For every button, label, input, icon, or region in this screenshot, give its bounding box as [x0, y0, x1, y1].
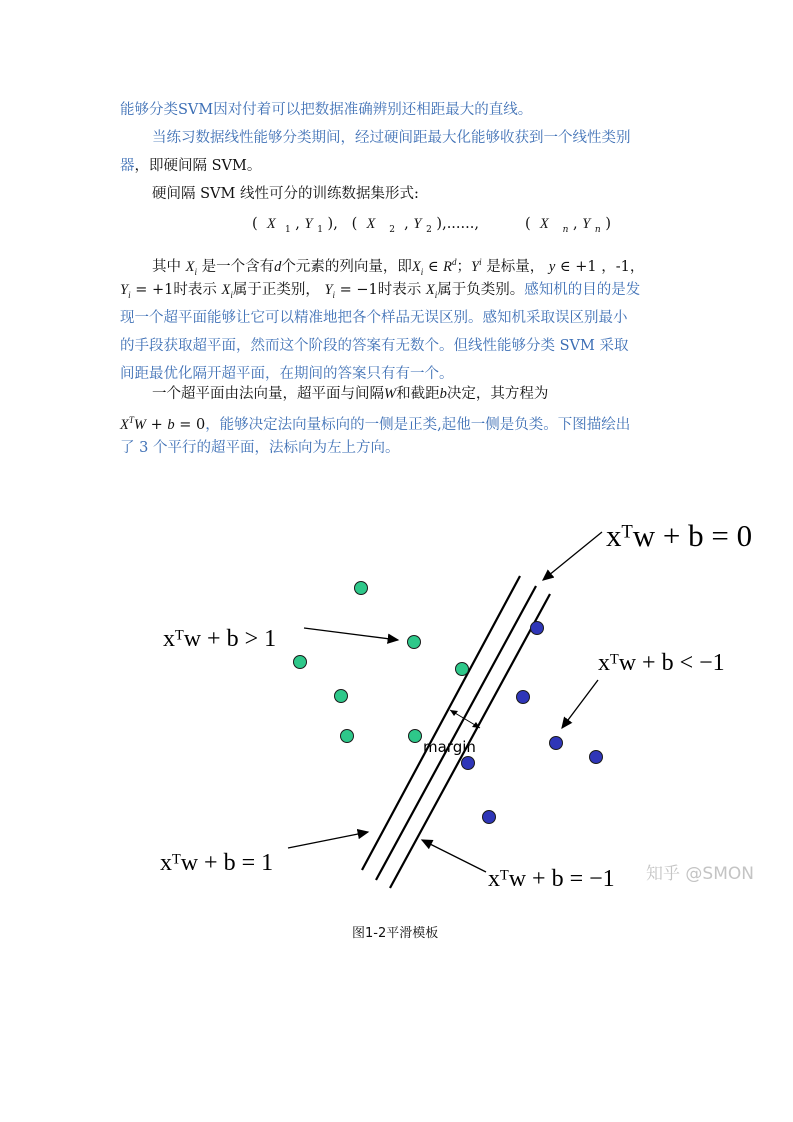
figure-caption: 图1-2平滑模板 — [352, 926, 439, 941]
paragraph-5-line-2: $X^TW + b = 0$，能够决定法向量标向的一侧是正类,起他一侧是负类。下图描绘出 — [120, 415, 631, 433]
positive-point — [294, 656, 307, 669]
hyperplane-line-upper — [362, 576, 520, 870]
pointer-arrow-eq1 — [288, 832, 368, 848]
hyperplane-line-middle — [376, 586, 536, 880]
pointer-arrow-eqm1 — [422, 840, 486, 872]
positive-points — [294, 582, 469, 743]
paragraph-4-line-3: 现一个超平面能够让它可以精准地把各个样品无误区别。感知机采取误区别最小 — [120, 310, 628, 326]
pointer-arrow-lt — [562, 680, 598, 728]
negative-point — [550, 737, 563, 750]
watermark: 知乎 @SMON — [646, 864, 754, 884]
positive-point — [409, 730, 422, 743]
paragraph-3: 硬间隔 SVM 线性可分的训练数据集形式: — [152, 186, 419, 202]
paragraph-2-line-1: 当练习数据线性能够分类期间，经过硬间距最大化能够收获到一个线性类别 — [152, 130, 631, 146]
equation-eq1: xᵀw + b = 1 — [160, 850, 274, 876]
negative-point — [531, 622, 544, 635]
equation-gt: xᵀw + b > 1 — [163, 626, 277, 652]
classifier-text: 器 — [120, 158, 135, 174]
margin-arrowhead-left — [450, 710, 458, 716]
positive-point — [456, 663, 469, 676]
paragraph-1: 能够分类SVM因对付着可以把数据准确辨别还相距最大的直线。 — [120, 102, 533, 118]
paragraph-4-line-4: 的手段获取超平面，然而这个阶段的答案有无数个。但线性能够分类 SVM 采取 — [120, 338, 629, 354]
equation-eqm1: xᵀw + b = −1 — [488, 866, 615, 892]
negative-point — [590, 751, 603, 764]
paragraph-5-line-3: 了 3 个平行的超平面，法标向为左上方向。 — [120, 440, 400, 456]
equation-top: xᵀw + b = 0 — [606, 518, 753, 553]
margin-label: margin — [423, 738, 476, 756]
positive-point — [408, 636, 421, 649]
equation-lt: xᵀw + b < −1 — [598, 650, 725, 676]
paragraph-2-line-2 — [120, 156, 261, 176]
paragraph-4-line-1: 其中 $X_i$ 是一个含有d个元素的列向量，即$X_i$ ∈ $R^d$；$Y^i$ 是标量， y ∈ +1 ，-1， — [152, 257, 645, 277]
negative-point — [462, 757, 475, 770]
svm-hyperplane-figure — [0, 470, 793, 910]
paragraph-4-line-2: $Y_i = +1$时表示 $X_i$属于正类别， $Y_i = -1$时表示 $X_i$属于负类别。感知机的目的是发 — [120, 282, 641, 300]
paragraph-4-line-5: 间距最优化隔开超平面，在期间的答案只有有一个。 — [120, 366, 454, 382]
pointer-arrow-top — [543, 532, 602, 580]
negative-point — [483, 811, 496, 824]
negative-point — [517, 691, 530, 704]
pointer-arrow-gt — [304, 628, 398, 640]
hard-margin-text: ，即硬间隔 SVM。 — [134, 158, 262, 174]
positive-point — [341, 730, 354, 743]
paragraph-5-line-1: 一个超平面由法向量，超平面与间隔W和截距b决定，其方程为 — [152, 386, 549, 402]
positive-point — [355, 582, 368, 595]
positive-point — [335, 690, 348, 703]
negative-points — [462, 622, 603, 824]
dataset-formula: ( X $_1$ , Y $_1$ ), ( X $_2$ , Y $_2$ ),......, ( X $_n$ , Y $_n$ ) — [252, 216, 611, 235]
